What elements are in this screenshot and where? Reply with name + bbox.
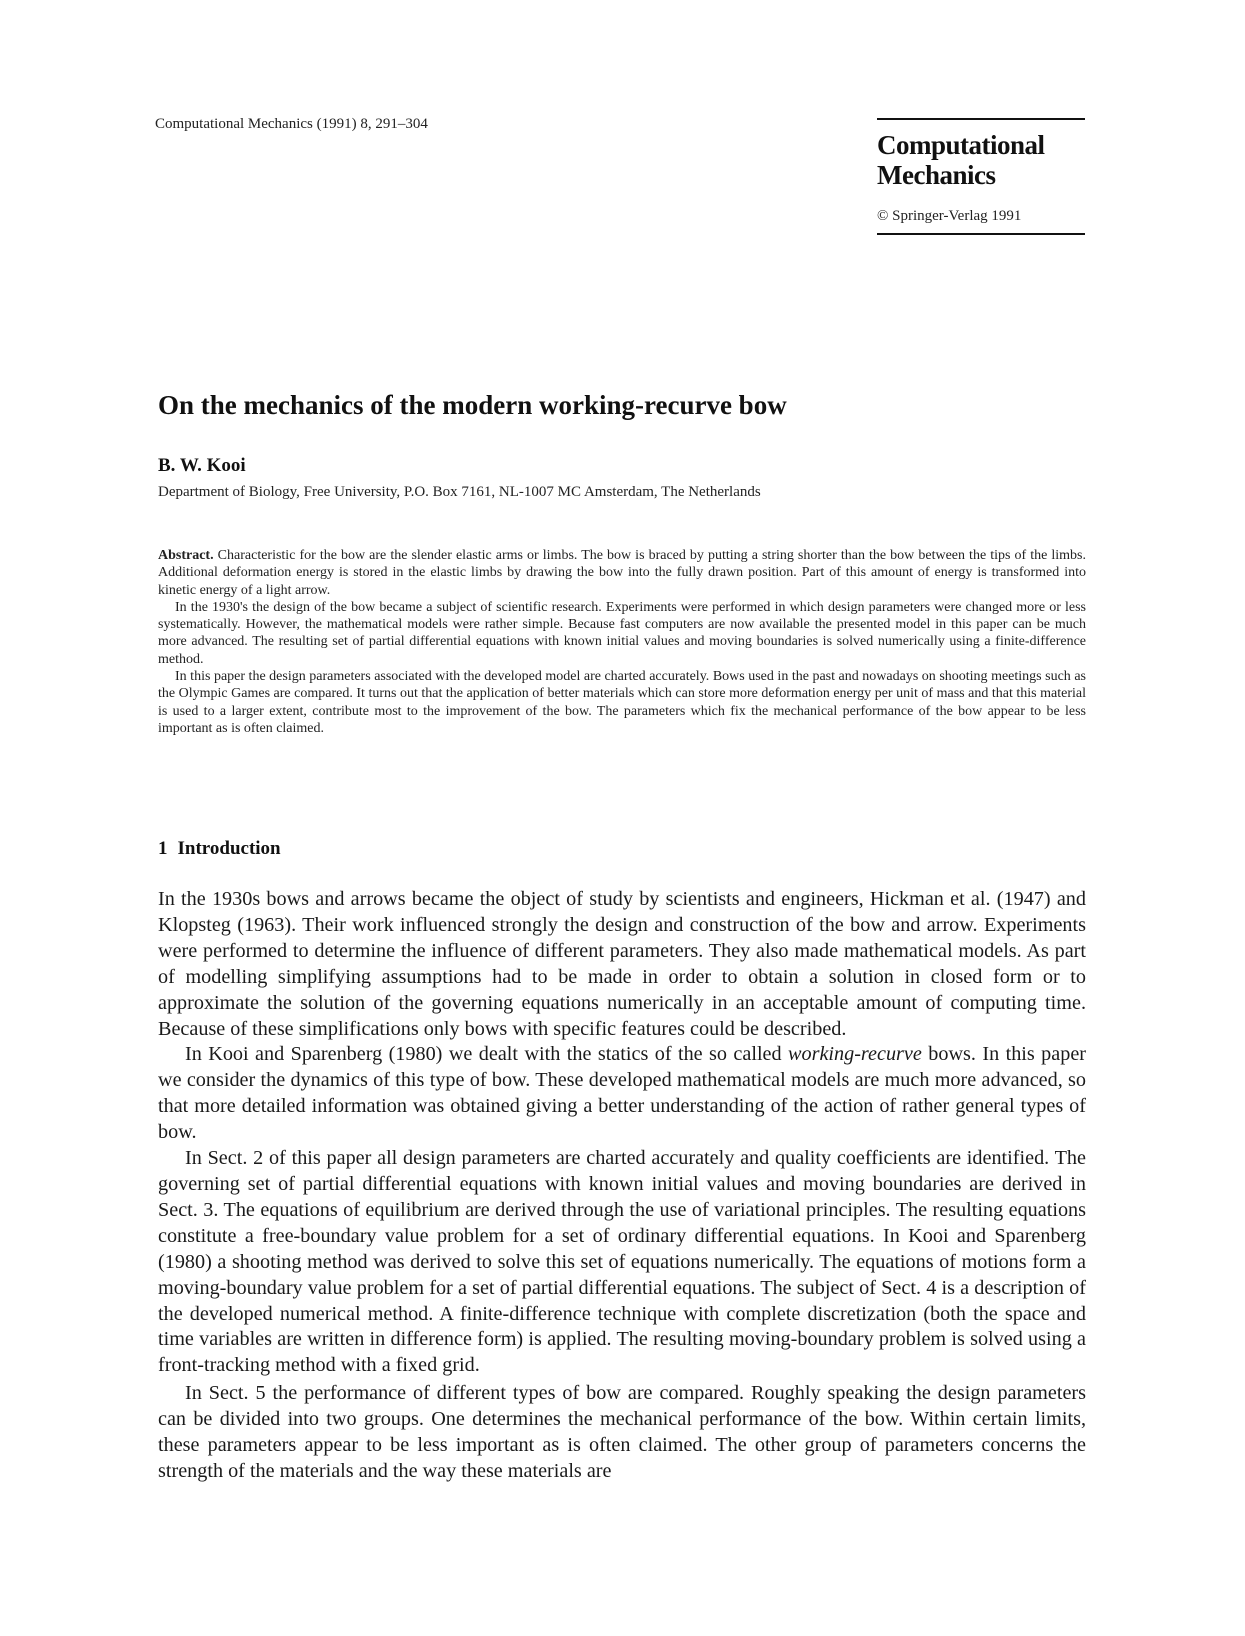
journal-name-line-1: Computational xyxy=(877,130,1045,160)
journal-name-line-2: Mechanics xyxy=(877,160,996,190)
body-paragraph-2-text-end: bows. In this paper we consider the dynamics of this type of bow. These developed mathematical models are much more advanced, so that more detailed information was obtained giving a better understanding of the action of rather general types of bow. xyxy=(158,1043,1086,1144)
journal-masthead xyxy=(877,118,1085,235)
abstract xyxy=(158,547,1086,737)
abstract-paragraph xyxy=(158,547,1086,599)
body-paragraph: In Sect. 5 the performance of different types of bow are compared. Roughly speaking the design parameters can be divided into two groups. One determines the mechanical performance of the bow. Within certain limits, these parameters appear to be less important as is often claimed. The other group of parameters concerns the strength of the materials and the way these materials are xyxy=(158,1382,1086,1482)
body-paragraph-2-text-start: In Kooi and Sparenberg (1980) we dealt with the statics of the so called xyxy=(185,1043,789,1066)
abstract-paragraph: In this paper the design parameters associated with the developed model are charted accurately. Bows used in the past and nowadays on shooting meetings such as the Olympic Games are compared. It turns out that the application of better materials which can store more deformation energy per unit of mass and that this material is used to a larger extent, contribute most to the improvement of the bow. The parameters which fix the mechanical performance of the bow appear to be less important as is often claimed. xyxy=(158,669,1086,736)
author-affiliation: Department of Biology, Free University, P.O. Box 7161, NL-1007 MC Amsterdam, The Netherlands xyxy=(158,484,761,500)
author-name: B. W. Kooi xyxy=(158,455,246,476)
introduction-body xyxy=(158,887,1086,1485)
section-heading-introduction xyxy=(158,838,281,860)
section-title: Introduction xyxy=(177,838,281,859)
section-number: 1 xyxy=(158,838,168,859)
body-paragraph: In Sect. 2 of this paper all design parameters are charted accurately and quality coefficients are identified. The governing set of partial differential equations with known initial values and moving boundaries are derived in Sect. 3. The equations of equilibrium are derived through the use of variational principles. The resulting equations constitute a free-boundary value problem for a set of ordinary differential equations. In Kooi and Sparenberg (1980) a shooting method was derived to solve this set of equations numerically. The equations of motions form a moving-boundary value problem for a set of partial differential equations. The subject of Sect. 4 is a description of the developed numerical method. A finite-difference technique with complete discretization (both the space and time variables are written in difference form) is applied. The resulting moving-boundary problem is solved using a front-tracking method with a fixed grid. xyxy=(158,1147,1086,1377)
abstract-paragraph: In the 1930's the design of the bow became a subject of scientific research. Experiments were performed in which design parameters were changed more or less systematically. However, the mathematical models were rather simple. Because fast computers are now available the presented model in this paper can be much more advanced. The resulting set of partial differential equations with known initial values and moving boundaries is solved numerically using a finite-difference method. xyxy=(158,599,1086,667)
paper-title: On the mechanics of the modern working-recurve bow xyxy=(158,390,787,420)
journal-citation: Computational Mechanics (1991) 8, 291–304 xyxy=(155,116,428,132)
abstract-label: Abstract. xyxy=(158,548,214,563)
body-paragraph xyxy=(158,1042,1086,1146)
copyright-notice: © Springer-Verlag 1991 xyxy=(877,208,1022,224)
emphasized-term: working-recurve xyxy=(788,1043,922,1066)
abstract-paragraph-1-text: Characteristic for the bow are the slender elastic arms or limbs. The bow is braced by putting a string shorter than the bow between the tips of the limbs. Additional deformation energy is stored in the elastic limbs by drawing the bow into the fully drawn position. Part of this amount of energy is transformed into kinetic energy of a light arrow. xyxy=(158,548,1086,598)
body-paragraph: In the 1930s bows and arrows became the object of study by scientists and engineers, Hickman et al. (1947) and Klopsteg (1963). Their work influenced strongly the design and construction of the bow and arrow. Experiments were performed to determine the influence of different parameters. They also made mathematical models. As part of modelling simplifying assumptions had to be made in order to obtain a solution in closed form or to approximate the solution of the governing equations numerically in an acceptable amount of computing time. Because of these simplifications only bows with specific features could be described. xyxy=(158,888,1086,1040)
